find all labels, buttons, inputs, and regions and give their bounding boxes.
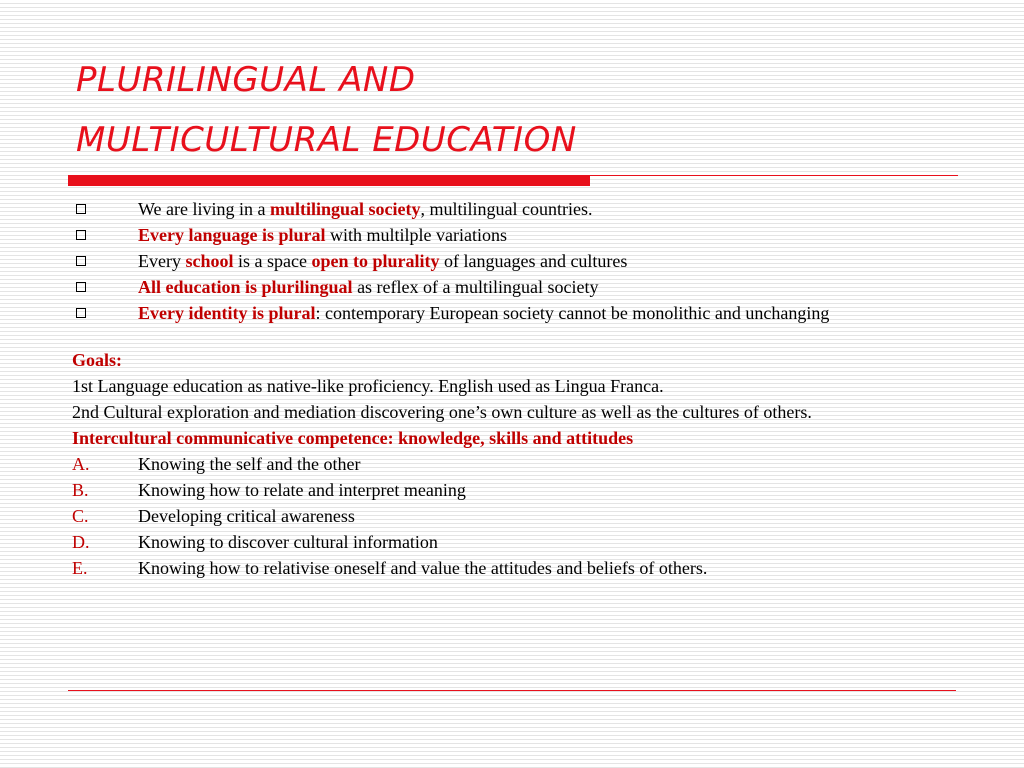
bullet-highlight: school xyxy=(185,251,234,271)
bullet-text-mid: is a space xyxy=(233,251,312,271)
bullet-text-mid: , multilingual countries. xyxy=(420,199,593,219)
bullet-item xyxy=(72,277,952,298)
competence-item-text: Knowing how to relativise oneself and value the attitudes and beliefs of others. xyxy=(138,558,708,578)
goal-item-1: 1st Language education as native-like proficiency. English used as Lingua Franca. xyxy=(72,376,664,396)
competence-item xyxy=(72,506,952,527)
bullet-item xyxy=(72,225,952,246)
competence-heading: Intercultural communicative competence: knowledge, skills and attitudes xyxy=(72,428,634,448)
title-underline-thin xyxy=(590,175,958,176)
bullet-text-pre: Every xyxy=(138,251,186,271)
list-marker: E. xyxy=(72,558,88,578)
square-bullet-icon xyxy=(76,256,86,266)
goals-label: Goals: xyxy=(72,350,123,370)
list-marker: C. xyxy=(72,506,89,526)
competence-item-text: Knowing how to relate and interpret meaning xyxy=(138,480,466,500)
competence-item xyxy=(72,558,952,579)
list-marker: A. xyxy=(72,454,90,474)
bullet-highlight: Every identity is plural xyxy=(138,303,316,323)
title-line-1: PLURILINGUAL AND xyxy=(76,60,416,100)
title-underline-thick xyxy=(68,175,590,186)
square-bullet-icon xyxy=(76,282,86,292)
bullet-highlight: All education is plurilingual xyxy=(138,277,353,297)
bullet-highlight: multilingual society xyxy=(270,199,421,219)
competence-item-text: Knowing the self and the other xyxy=(138,454,361,474)
bullet-highlight: Every language is plural xyxy=(138,225,326,245)
footer-divider xyxy=(68,690,956,691)
competence-list xyxy=(72,454,952,579)
list-marker: B. xyxy=(72,480,89,500)
competence-item xyxy=(72,480,952,501)
square-bullet-icon xyxy=(76,308,86,318)
bullet-item xyxy=(72,199,952,220)
square-bullet-icon xyxy=(76,230,86,240)
bullet-text-mid: : contemporary European society cannot be monolithic and unchanging xyxy=(315,303,830,323)
goal-item-2: 2nd Cultural exploration and mediation discovering one’s own culture as well as the cultures of others. xyxy=(72,402,812,422)
title-underline xyxy=(68,173,958,187)
spacer xyxy=(72,329,952,350)
competence-item xyxy=(72,532,952,553)
slide-body xyxy=(72,199,952,584)
list-marker: D. xyxy=(72,532,90,552)
competence-item-text: Knowing to discover cultural information xyxy=(138,532,438,552)
bullet-text-mid: with multilple variations xyxy=(325,225,507,245)
bullet-highlight-2: open to plurality xyxy=(311,251,440,271)
title-line-2: MULTICULTURAL EDUCATION xyxy=(76,120,577,160)
bullet-text-pre: We are living in a xyxy=(138,199,271,219)
bullet-item xyxy=(72,303,952,324)
bullet-text-mid: as reflex of a multilingual society xyxy=(352,277,599,297)
bullet-item xyxy=(72,251,952,272)
bullet-text-post: of languages and cultures xyxy=(439,251,628,271)
competence-item-text: Developing critical awareness xyxy=(138,506,355,526)
square-bullet-icon xyxy=(76,204,86,214)
slide-title xyxy=(76,50,956,170)
bullet-list xyxy=(72,199,952,324)
competence-item xyxy=(72,454,952,475)
